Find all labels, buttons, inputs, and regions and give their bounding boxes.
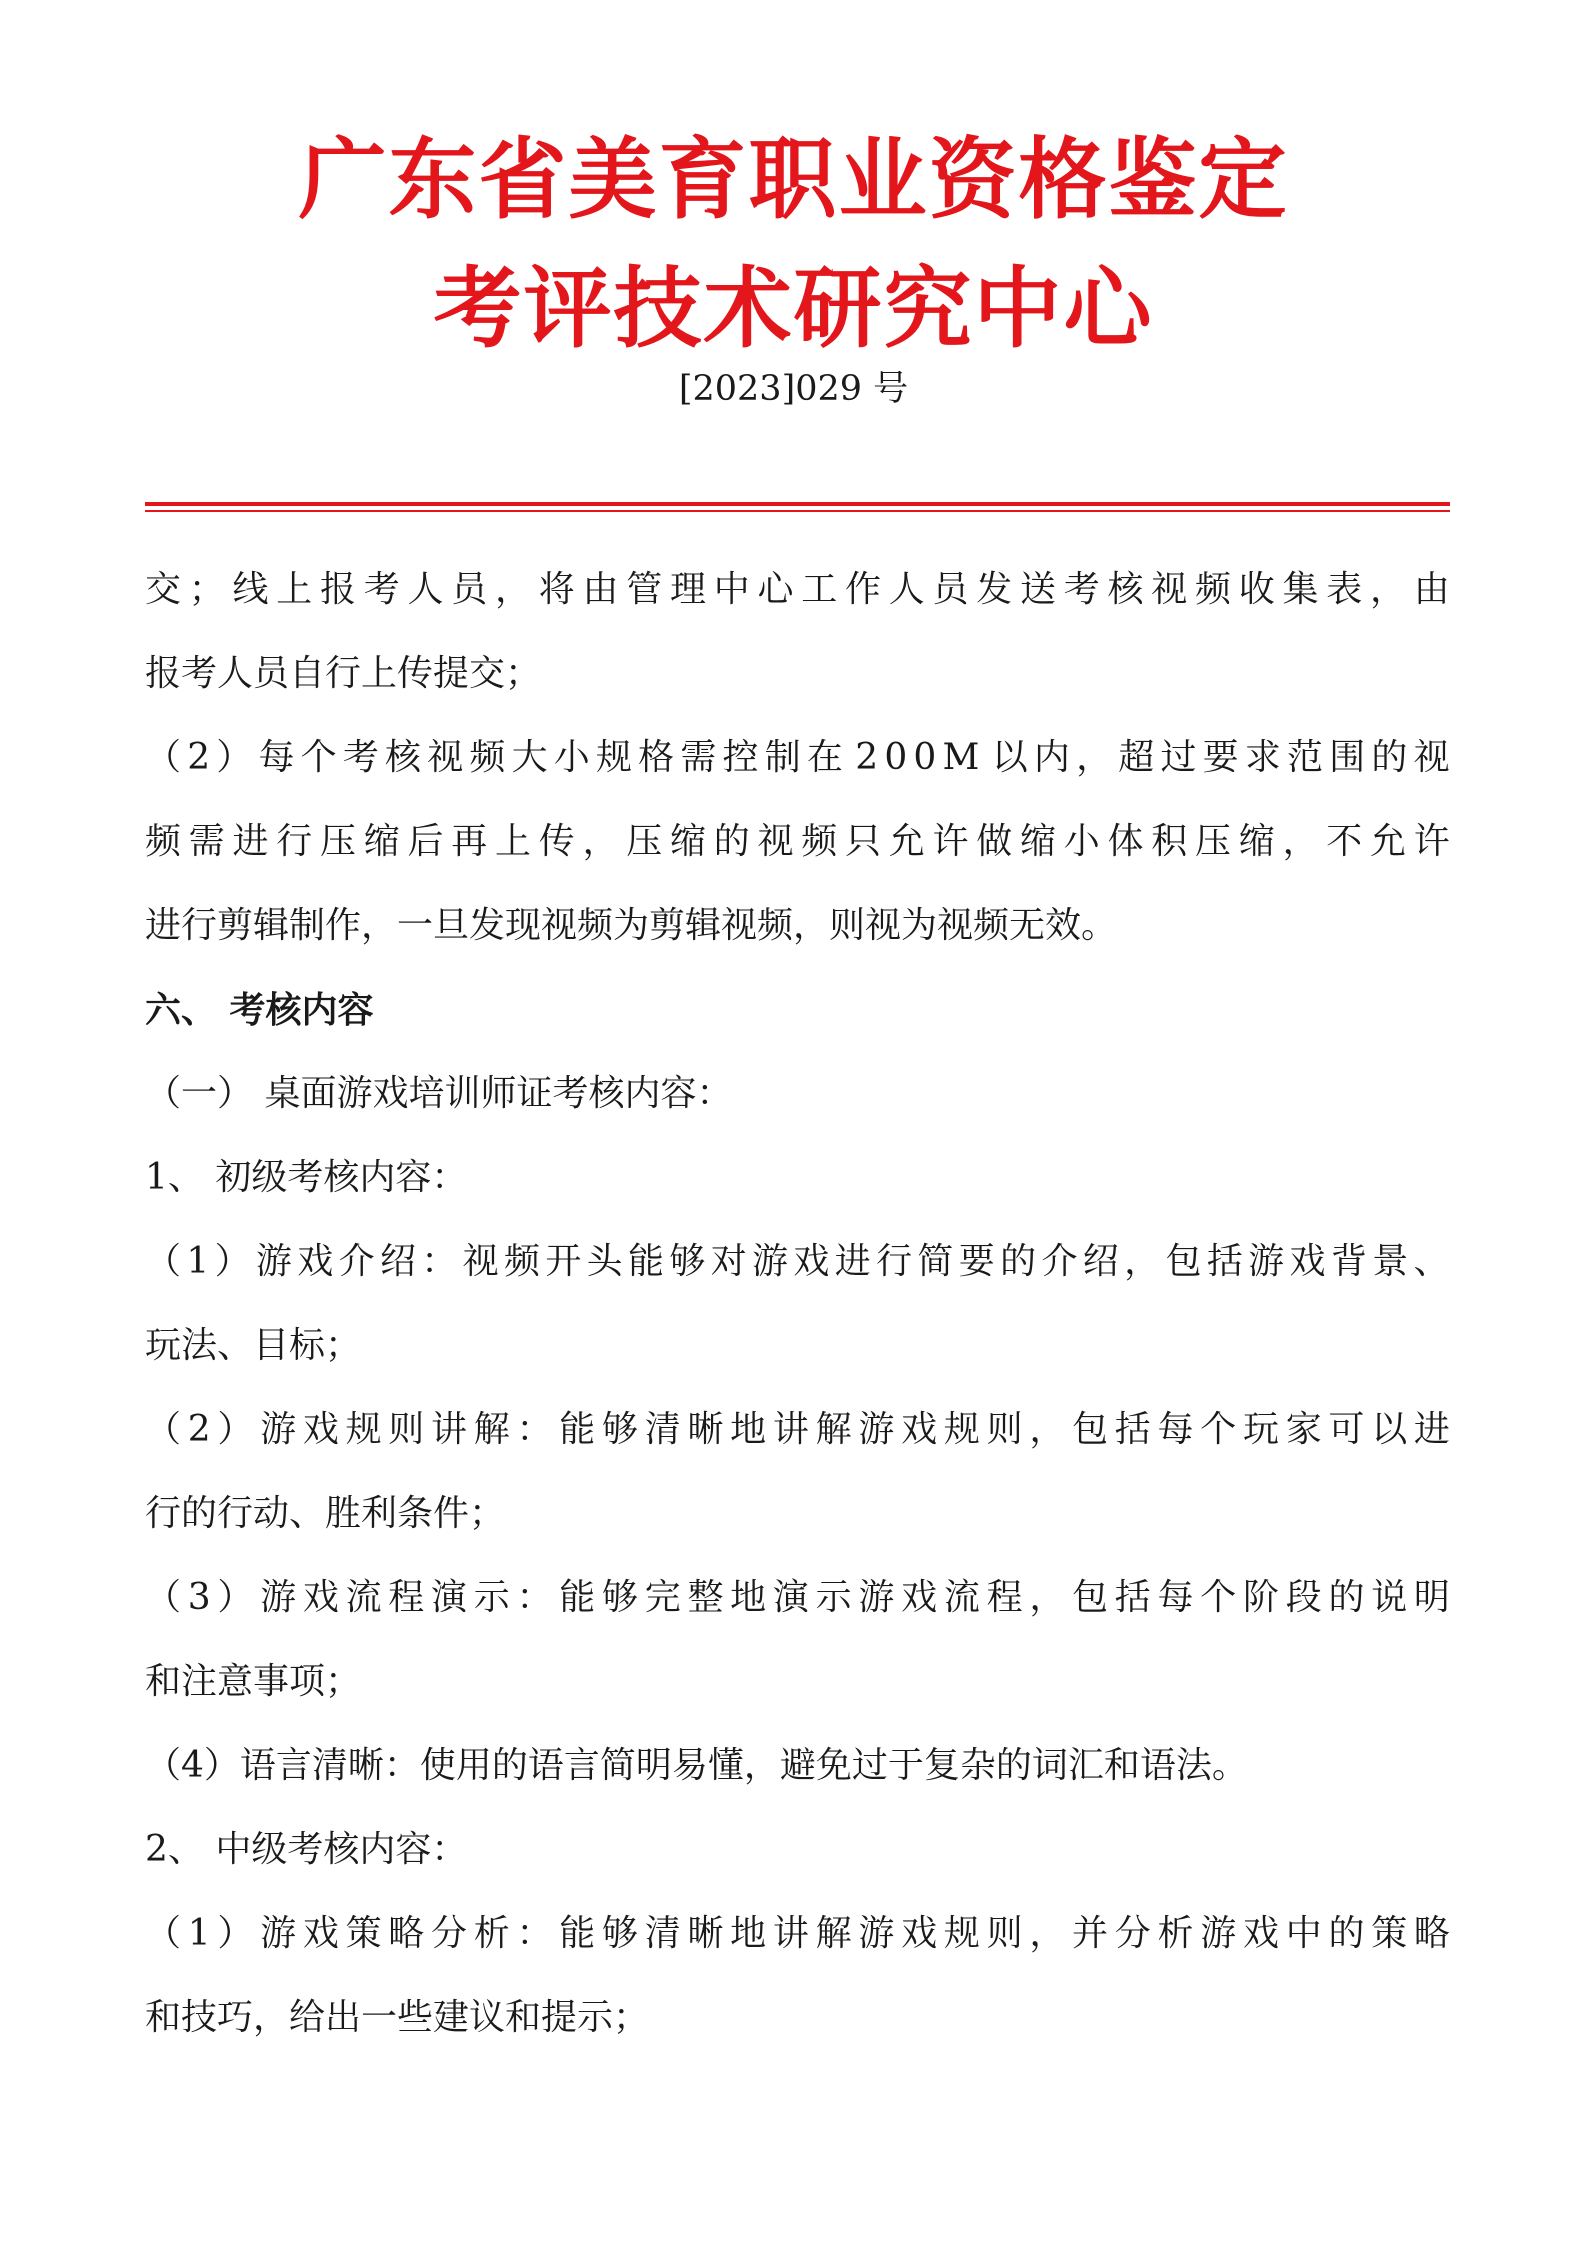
document-number: [2023]029 号 bbox=[678, 369, 909, 409]
subsection-heading-board-game-trainer: （一） 桌面游戏培训师证考核内容： bbox=[145, 1073, 733, 1114]
paragraph-line-strategy: （ 1 ） 游 戏 策 略 分 析 ： 能 够 清 晰 地 讲 解 游 戏 规 则 ， 并 分 析 游 戏 中 的 策 略 bbox=[145, 1913, 1450, 1954]
paragraph-line-submission-cont: 交 ； 线 上 报 考 人 员 ， 将 由 管 理 中 心 工 作 人 员 发 送 考 核 视 频 收 集 表 ， 由 bbox=[145, 569, 1450, 610]
document-title-line-2: 考评技术研究中心 bbox=[433, 257, 1154, 360]
paragraph-line-video-compress: 频 需 进 行 压 缩 后 再 上 传 ， 压 缩 的 视 频 只 允 许 做 缩 小 体 积 压 缩 ， 不 允 许 bbox=[145, 821, 1450, 862]
paragraph-line-rules: （ 2 ） 游 戏 规 则 讲 解 ： 能 够 清 晰 地 讲 解 游 戏 规 则 ， 包 括 每 个 玩 家 可 以 进 bbox=[145, 1409, 1450, 1450]
paragraph-line-game-intro-end: 玩法、目标； bbox=[145, 1325, 362, 1366]
paragraph-line-game-intro: （ 1 ） 游 戏 介 绍 ： 视 频 开 头 能 够 对 游 戏 进 行 简 要 的 介 绍 ， 包 括 游 戏 背 景 、 bbox=[145, 1241, 1450, 1282]
paragraph-line-rules-end: 行的行动、胜利条件； bbox=[145, 1493, 506, 1534]
paragraph-line-submission-end: 报考人员自行上传提交； bbox=[145, 653, 542, 694]
paragraph-line-flow: （ 3 ） 游 戏 流 程 演 示 ： 能 够 完 整 地 演 示 游 戏 流 程 ， 包 括 每 个 阶 段 的 说 明 bbox=[145, 1577, 1450, 1618]
header-divider-thick bbox=[145, 502, 1450, 506]
document-title-line-1: 广东省美育职业资格鉴定 bbox=[298, 128, 1289, 231]
paragraph-line-video-edit: 进行剪辑制作，一旦发现视频为剪辑视频，则视为视频无效。 bbox=[145, 905, 1118, 946]
header-divider-thin bbox=[145, 510, 1450, 512]
level-heading-intermediate: 2、 中级考核内容： bbox=[145, 1829, 468, 1870]
paragraph-line-video-size: （ 2 ） 每 个 考 核 视 频 大 小 规 格 需 控 制 在 2 0 0 M 以 内 ， 超 过 要 求 范 围 的 视 bbox=[145, 737, 1450, 778]
paragraph-line-strategy-end: 和技巧，给出一些建议和提示； bbox=[145, 1997, 650, 2038]
level-heading-junior: 1、 初级考核内容： bbox=[145, 1157, 468, 1198]
section-heading-exam-content: 六、 考核内容 bbox=[145, 989, 374, 1031]
paragraph-line-language: （4）语言清晰：使用的语言简明易懂，避免过于复杂的词汇和语法。 bbox=[145, 1745, 1248, 1786]
paragraph-line-flow-end: 和注意事项； bbox=[145, 1661, 362, 1702]
